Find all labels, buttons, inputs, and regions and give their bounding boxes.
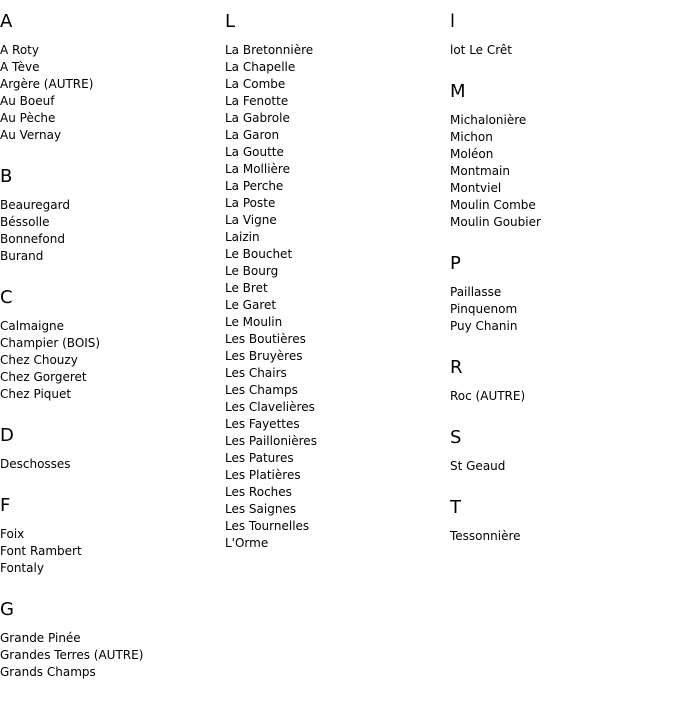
place-link[interactable]: Le Bourg — [225, 264, 279, 278]
place-link[interactable]: Béssolle — [0, 215, 50, 229]
section-letter-heading: F — [0, 495, 11, 516]
place-list — [0, 197, 225, 265]
letter-group — [225, 12, 450, 552]
place-link[interactable]: Font Rambert — [0, 544, 82, 558]
place-link[interactable]: Les Clavelières — [225, 400, 315, 414]
letter-group — [0, 12, 225, 144]
place-link[interactable]: Moulin Goubier — [450, 215, 541, 229]
place-link[interactable]: Moléon — [450, 147, 494, 161]
section-letter-heading: C — [0, 287, 13, 308]
place-list — [0, 526, 225, 577]
place-link[interactable]: Les Champs — [225, 383, 298, 397]
place-link[interactable]: Moulin Combe — [450, 198, 536, 212]
place-link[interactable]: Les Tournelles — [225, 519, 310, 533]
place-link[interactable]: Les Roches — [225, 485, 292, 499]
place-list — [450, 388, 675, 405]
letter-group — [450, 358, 675, 405]
place-link[interactable]: Les Chairs — [225, 366, 287, 380]
place-link[interactable]: Calmaigne — [0, 319, 65, 333]
place-link[interactable]: A Roty — [0, 43, 39, 57]
place-list — [0, 456, 225, 473]
section-letter-heading: M — [450, 81, 466, 102]
place-link[interactable]: La Gabrole — [225, 111, 290, 125]
place-link[interactable]: Michon — [450, 130, 493, 144]
column-1 — [0, 0, 225, 704]
place-link[interactable]: lot Le Crêt — [450, 43, 513, 57]
place-list — [225, 42, 450, 552]
place-link[interactable]: Pinquenom — [450, 302, 518, 316]
column-2 — [225, 0, 450, 575]
place-link[interactable]: Les Saignes — [225, 502, 297, 516]
place-link[interactable]: La Combe — [225, 77, 286, 91]
place-link[interactable]: Puy Chanin — [450, 319, 518, 333]
place-link[interactable]: Montviel — [450, 181, 502, 195]
place-list — [450, 112, 675, 231]
place-link[interactable]: Les Paillonières — [225, 434, 317, 448]
place-list — [450, 284, 675, 335]
place-link[interactable]: L'Orme — [225, 536, 269, 550]
place-list — [0, 42, 225, 144]
place-link[interactable]: Deschosses — [0, 457, 71, 471]
column-3 — [450, 0, 675, 568]
place-link[interactable]: La Fenotte — [225, 94, 289, 108]
place-link[interactable]: Chez Gorgeret — [0, 370, 87, 384]
place-link[interactable]: Foix — [0, 527, 25, 541]
place-link[interactable]: Le Bret — [225, 281, 268, 295]
place-link[interactable]: A Tève — [0, 60, 40, 74]
place-link[interactable]: Roc (AUTRE) — [450, 389, 526, 403]
letter-group — [0, 496, 225, 577]
place-link[interactable]: Bonnefond — [0, 232, 65, 246]
place-list — [0, 630, 225, 681]
place-link[interactable]: Michalonière — [450, 113, 527, 127]
place-link[interactable]: Les Fayettes — [225, 417, 300, 431]
place-link[interactable]: Fontaly — [0, 561, 44, 575]
place-link[interactable]: La Chapelle — [225, 60, 296, 74]
place-link[interactable]: Au Boeuf — [0, 94, 55, 108]
place-link[interactable]: La Garon — [225, 128, 280, 142]
place-link[interactable]: Les Platières — [225, 468, 301, 482]
place-link[interactable]: Au Pèche — [0, 111, 56, 125]
place-link[interactable]: Grande Pinée — [0, 631, 81, 645]
letter-group — [450, 254, 675, 335]
place-link[interactable]: La Poste — [225, 196, 276, 210]
section-letter-heading: A — [0, 11, 13, 32]
place-link[interactable]: Les Patures — [225, 451, 294, 465]
place-link[interactable]: La Vigne — [225, 213, 277, 227]
place-link[interactable]: Montmain — [450, 164, 510, 178]
place-link[interactable]: Le Bouchet — [225, 247, 293, 261]
place-link[interactable]: La Bretonnière — [225, 43, 314, 57]
place-link[interactable]: La Mollière — [225, 162, 290, 176]
letter-group — [0, 288, 225, 403]
place-list — [450, 42, 675, 59]
place-link[interactable]: Beauregard — [0, 198, 70, 212]
place-link[interactable]: Champier (BOIS) — [0, 336, 101, 350]
letter-group — [0, 426, 225, 473]
place-list — [450, 528, 675, 545]
place-link[interactable]: Chez Chouzy — [0, 353, 78, 367]
place-link[interactable]: Grandes Terres (AUTRE) — [0, 648, 144, 662]
section-letter-heading: R — [450, 357, 463, 378]
letter-group — [450, 498, 675, 545]
place-link[interactable]: La Goutte — [225, 145, 284, 159]
place-link[interactable]: Grands Champs — [0, 665, 96, 679]
section-letter-heading: S — [450, 427, 462, 448]
place-list — [450, 458, 675, 475]
place-link[interactable]: La Perche — [225, 179, 284, 193]
section-letter-heading: L — [225, 11, 236, 32]
section-letter-heading: P — [450, 253, 461, 274]
section-letter-heading: D — [0, 425, 14, 446]
letter-group — [0, 600, 225, 681]
section-letter-heading: G — [0, 599, 14, 620]
letter-group — [450, 428, 675, 475]
place-link[interactable]: Au Vernay — [0, 128, 62, 142]
place-link[interactable]: Burand — [0, 249, 44, 263]
letter-group — [0, 167, 225, 265]
place-link[interactable]: St Geaud — [450, 459, 506, 473]
place-link[interactable]: Le Garet — [225, 298, 277, 312]
place-link[interactable]: Tessonnière — [450, 529, 521, 543]
place-list — [0, 318, 225, 403]
letter-group — [450, 12, 675, 59]
section-letter-heading: B — [0, 166, 13, 187]
place-link[interactable]: Chez Piquet — [0, 387, 72, 401]
section-letter-heading: T — [450, 497, 461, 518]
place-link[interactable]: Les Bruyères — [225, 349, 303, 363]
place-link[interactable]: Paillasse — [450, 285, 502, 299]
place-link[interactable]: Le Moulin — [225, 315, 283, 329]
place-link[interactable]: Laizin — [225, 230, 260, 244]
place-link[interactable]: Les Boutières — [225, 332, 306, 346]
letter-group — [450, 82, 675, 231]
place-link[interactable]: Argère (AUTRE) — [0, 77, 94, 91]
section-letter-heading: l — [450, 11, 456, 32]
